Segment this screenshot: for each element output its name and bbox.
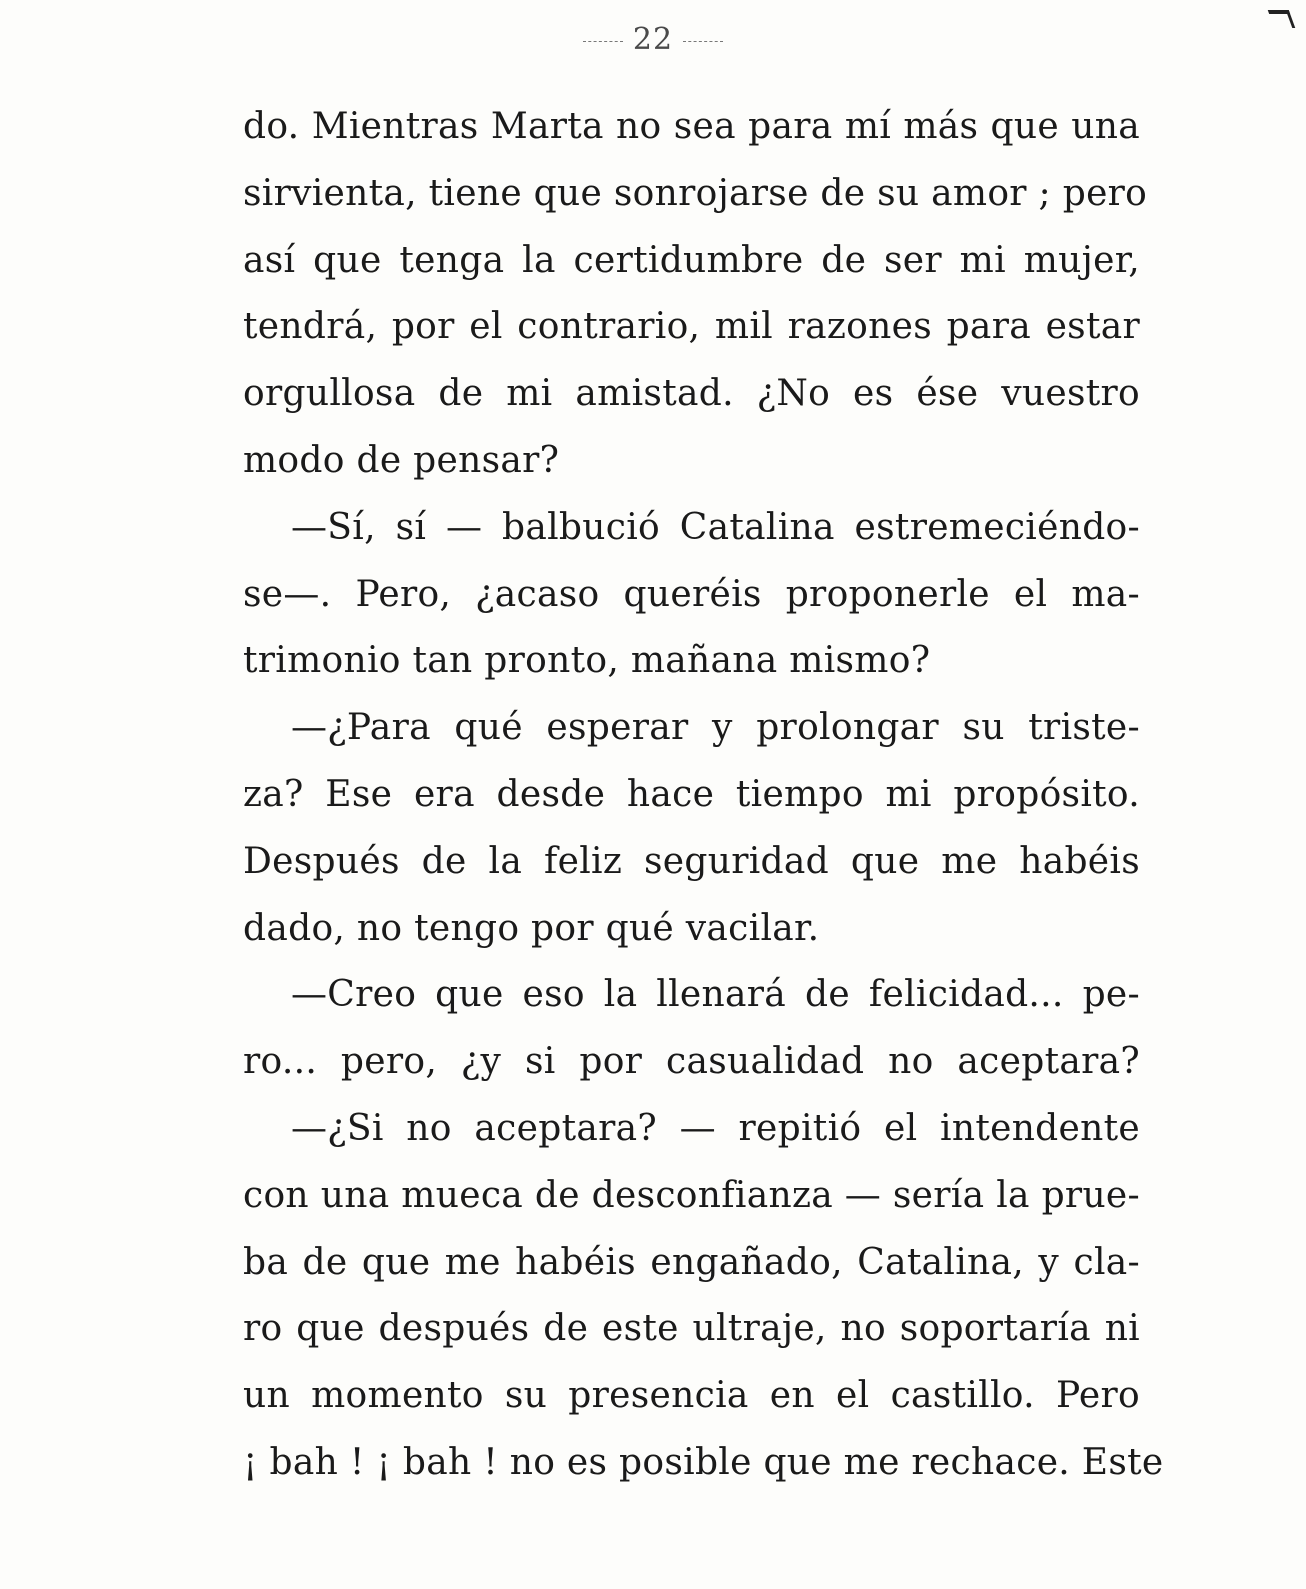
text-line: tendrá, por el contrario, mil razones para estar	[243, 306, 1140, 348]
text-line: un momento su presencia en el castillo. Pero	[243, 1375, 1140, 1417]
text-line: ro... pero, ¿y si por casualidad no aceptara?	[243, 1041, 1140, 1083]
text-line: con una mueca de desconfianza — sería la prue-	[243, 1174, 1140, 1216]
text-line: trimonio tan pronto, mañana mismo?	[243, 640, 931, 682]
text-line: za? Ese era desde hace tiempo mi propósito.	[243, 773, 1140, 815]
text-line: modo de pensar?	[243, 439, 560, 481]
text-line: ba de que me habéis engañado, Catalina, y cla-	[243, 1241, 1140, 1283]
text-line: así que tenga la certidumbre de ser mi mujer,	[243, 239, 1140, 281]
text-line: orgullosa de mi amistad. ¿No es ése vuestro	[243, 373, 1140, 415]
text-line: —Sí, sí — balbució Catalina estremeciéndo-	[291, 506, 1140, 548]
body-text	[243, 94, 1164, 1497]
text-line: do. Mientras Marta no sea para mí más que una	[243, 106, 1140, 147]
text-line: ro que después de este ultraje, no soportaría ni	[243, 1308, 1140, 1350]
text-line: sirvienta, tiene que sonrojarse de su amor ; pero	[243, 172, 1148, 214]
text-line: —¿Para qué esperar y prolongar su triste-	[291, 707, 1140, 749]
text-line: Después de la feliz seguridad que me habéis	[243, 840, 1140, 882]
text-line: ¡ bah ! ¡ bah ! no es posible que me rechace. Este	[243, 1441, 1164, 1483]
text-line: se—. Pero, ¿acaso queréis proponerle el ma-	[243, 573, 1140, 615]
text-line: dado, no tengo por qué vacilar.	[243, 907, 820, 949]
text-line: —Creo que eso la llenará de felicidad... pe-	[291, 974, 1140, 1016]
page-number-dash-right	[683, 41, 723, 42]
page-number-value: 22	[632, 22, 674, 57]
page-number	[0, 22, 1306, 57]
text-line: —¿Si no aceptara? — repitió el intendente	[291, 1107, 1140, 1149]
page-number-dash-left	[583, 41, 623, 42]
